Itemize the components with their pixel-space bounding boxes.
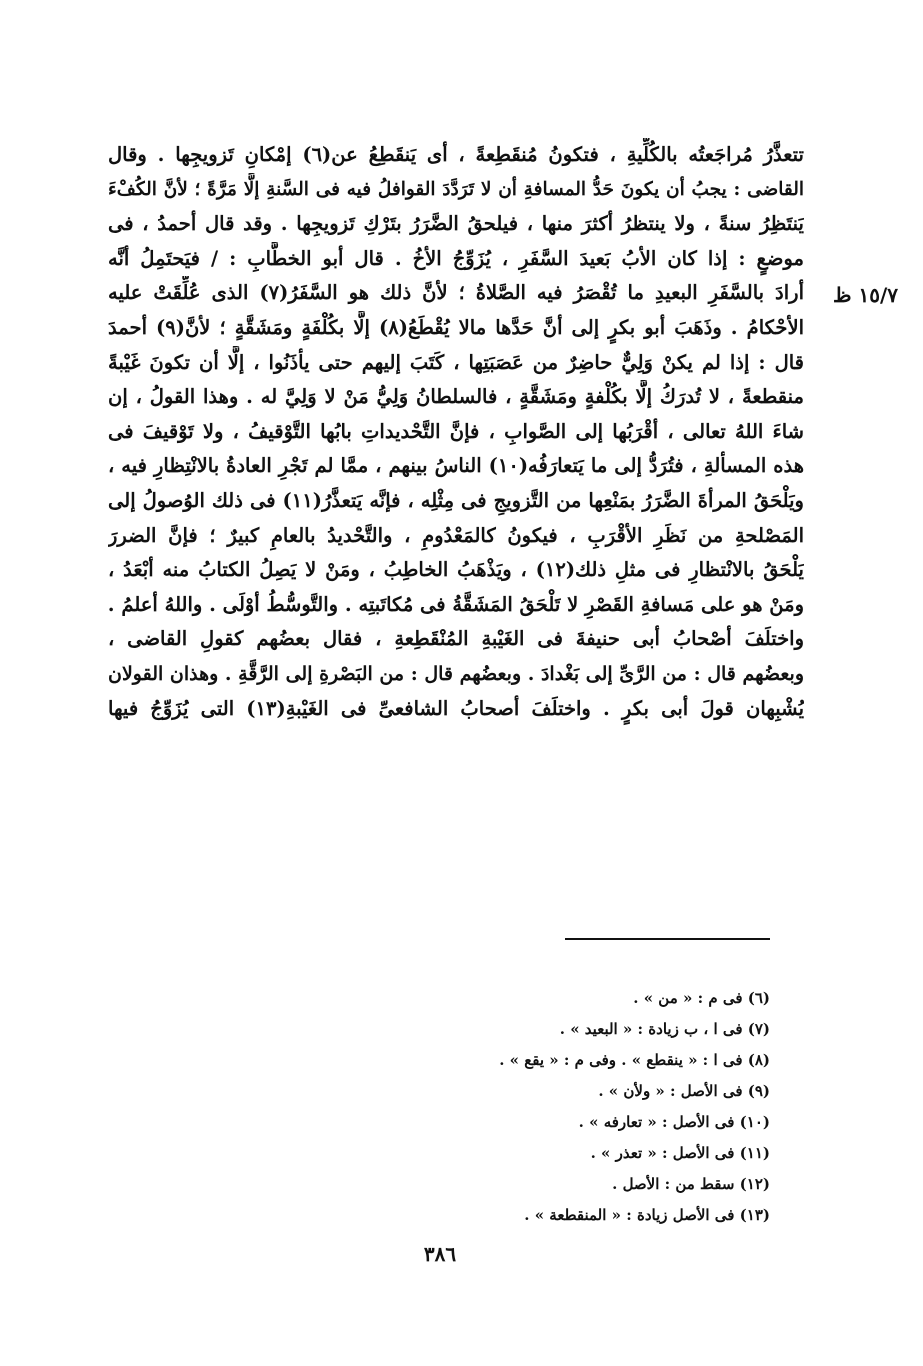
footnote: (١٣) فى الأصل زيادة : « المنقطعة » . — [524, 1206, 770, 1224]
page-number: ٣٨٦ — [423, 1242, 457, 1266]
text-line: منقطعةً ، لا تُدرَكُ إلَّا بكُلْفةٍ ومَشَقَّةٍ ، فالسلطانُ وَلِيُّ مَنْ لا وَلِيَّ له . وهذا القولُ ، إن — [108, 385, 804, 409]
text-line: يُشْبِهان قولَ أبى بكرٍ . واختلَفَ أصحابُ الشافعىِّ فى الغَيْبةِ(١٣) التى يُزَوِّجُ فيها — [108, 696, 804, 720]
footnote-separator — [565, 938, 770, 940]
margin-folio-note: ١٥/٧ ظ — [833, 283, 898, 307]
text-line: يَنتَظِرُ سنةً ، ولا ينتظرُ أكثرَ منها ، فيلحقُ الضَّرَرُ بتَرْكِ تَزويجِها . وقد قال أحمدُ ، فى — [108, 212, 804, 236]
text-line: يَلْحَقُ بالانْتظارِ فى مثلِ ذلك(١٢) ، ويَذْهَبُ الخاطِبُ ، ومَنْ لا يَصِلُ الكتابُ منه أبْعَدُ ، — [108, 558, 804, 582]
text-line: ويَلْحَقُ المرأةَ الضَّرَرُ بمَنْعِها من التَّزويجِ فى مِثْلِه ، فإنَّه يَتعذَّرُ(١١) فى ذلك الوُصولُ إلى — [108, 488, 804, 512]
text-line: ومَنْ هو على مَسافةِ القَصْرِ لا تَلْحَقُ المَشَقَّةُ فى مُكاتَبتِه . والتَّوسُّطُ أوْلَى . واللهُ أعلمُ . — [108, 592, 804, 616]
main-text — [108, 138, 804, 726]
text-line: الأحْكامُ . وذَهَبَ أبو بكرٍ إلى أنَّ حَدَّها مالا يُقْطَعُ(٨) إلَّا بكُلْفَةٍ ومَشَقَّةٍ ؛ لأنَّ(٩) أحمدَ — [108, 315, 804, 339]
text-line: أرادَ بالسَّفَرِ البعيدِ ما تُقْصَرُ فيه الصَّلاةُ ؛ لأنَّ ذلك هو السَّفَرُ(٧) الذى عُلِّقَتْ عليه — [108, 281, 804, 305]
footnote: (١٢) سقط من : الأصل . — [612, 1175, 770, 1193]
text-line: موضعٍ : إذا كان الأبُ بَعيدَ السَّفَرِ ، يُزَوِّجُ الأخُ . قال أبو الخطَّابِ : / فيَحتَمِلُ أنَّه — [108, 246, 804, 270]
text-line: القاضى : يجبُ أن يكونَ حَدُّ المسافةِ أن لا تَرَدَّدَ القوافلُ فيه فى السَّنةِ إلَّا مَرَّةً ؛ لأنَّ الكُفْءَ — [108, 178, 804, 200]
footnote: (٨) فى ا : « ينقطع » . وفى م : « يقع » . — [499, 1051, 770, 1069]
text-line: المَصْلحةِ من نَظَرِ الأقْرَبِ ، فيكونُ كالمَعْدُومِ ، والتَّحْديدُ بالعامِ كبيرٌ ؛ فإنَّ الضررَ — [108, 523, 804, 547]
footnote: (٦) فى م : « من » . — [633, 989, 770, 1007]
text-line: تتعذَّرُ مُراجَعتُه بالكُلِّيةِ ، فتكونُ مُنقَطِعةً ، أى يَنقَطِعُ عن(٦) إمْكانِ تَزويجِها . وقال — [108, 143, 804, 166]
text-line: واختلَفَ أصْحابُ أبى حنيفةَ فى الغَيْبةِ المُنْقَطِعةِ ، فقال بعضُهم كقولِ القاضى ، — [108, 627, 804, 651]
footnote: (٩) فى الأصل : « ولأن » . — [598, 1082, 770, 1100]
footnotes — [430, 983, 770, 1231]
text-line: وبعضُهم قال : من الرَّىِّ إلى بَغْدادَ . وبعضُهم قال : من البَصْرةِ إلى الرَّقَّةِ . وهذان القولان — [108, 662, 804, 685]
text-line: شاءَ اللهُ تعالى ، أقْرَبُها إلى الصَّوابِ ، فإنَّ التَّحْديداتِ بابُها التَّوْقيفُ ، ولا تَوْقيفَ فى — [108, 419, 804, 443]
footnote: (٧) فى ا ، ب زيادة : « البعيد » . — [559, 1020, 770, 1038]
footnote: (١١) فى الأصل : « تعذر » . — [590, 1144, 770, 1162]
text-line: هذه المسألةِ ، فتُرَدُّ إلى ما يَتعارَفُه(١٠) الناسُ بينهم ، ممَّا لم تَجْرِ العادةُ بالانْتِظارِ فيه ، — [108, 454, 804, 478]
footnote: (١٠) فى الأصل : « تعارفه » . — [578, 1113, 770, 1131]
text-line: قال : إذا لم يكنْ وَلِيٌّ حاضِرٌ من عَصَبَتِها ، كَتَبَ إليهم حتى يأذَنُوا ، إلَّا أن تكونَ غَيْبةً — [108, 350, 804, 374]
